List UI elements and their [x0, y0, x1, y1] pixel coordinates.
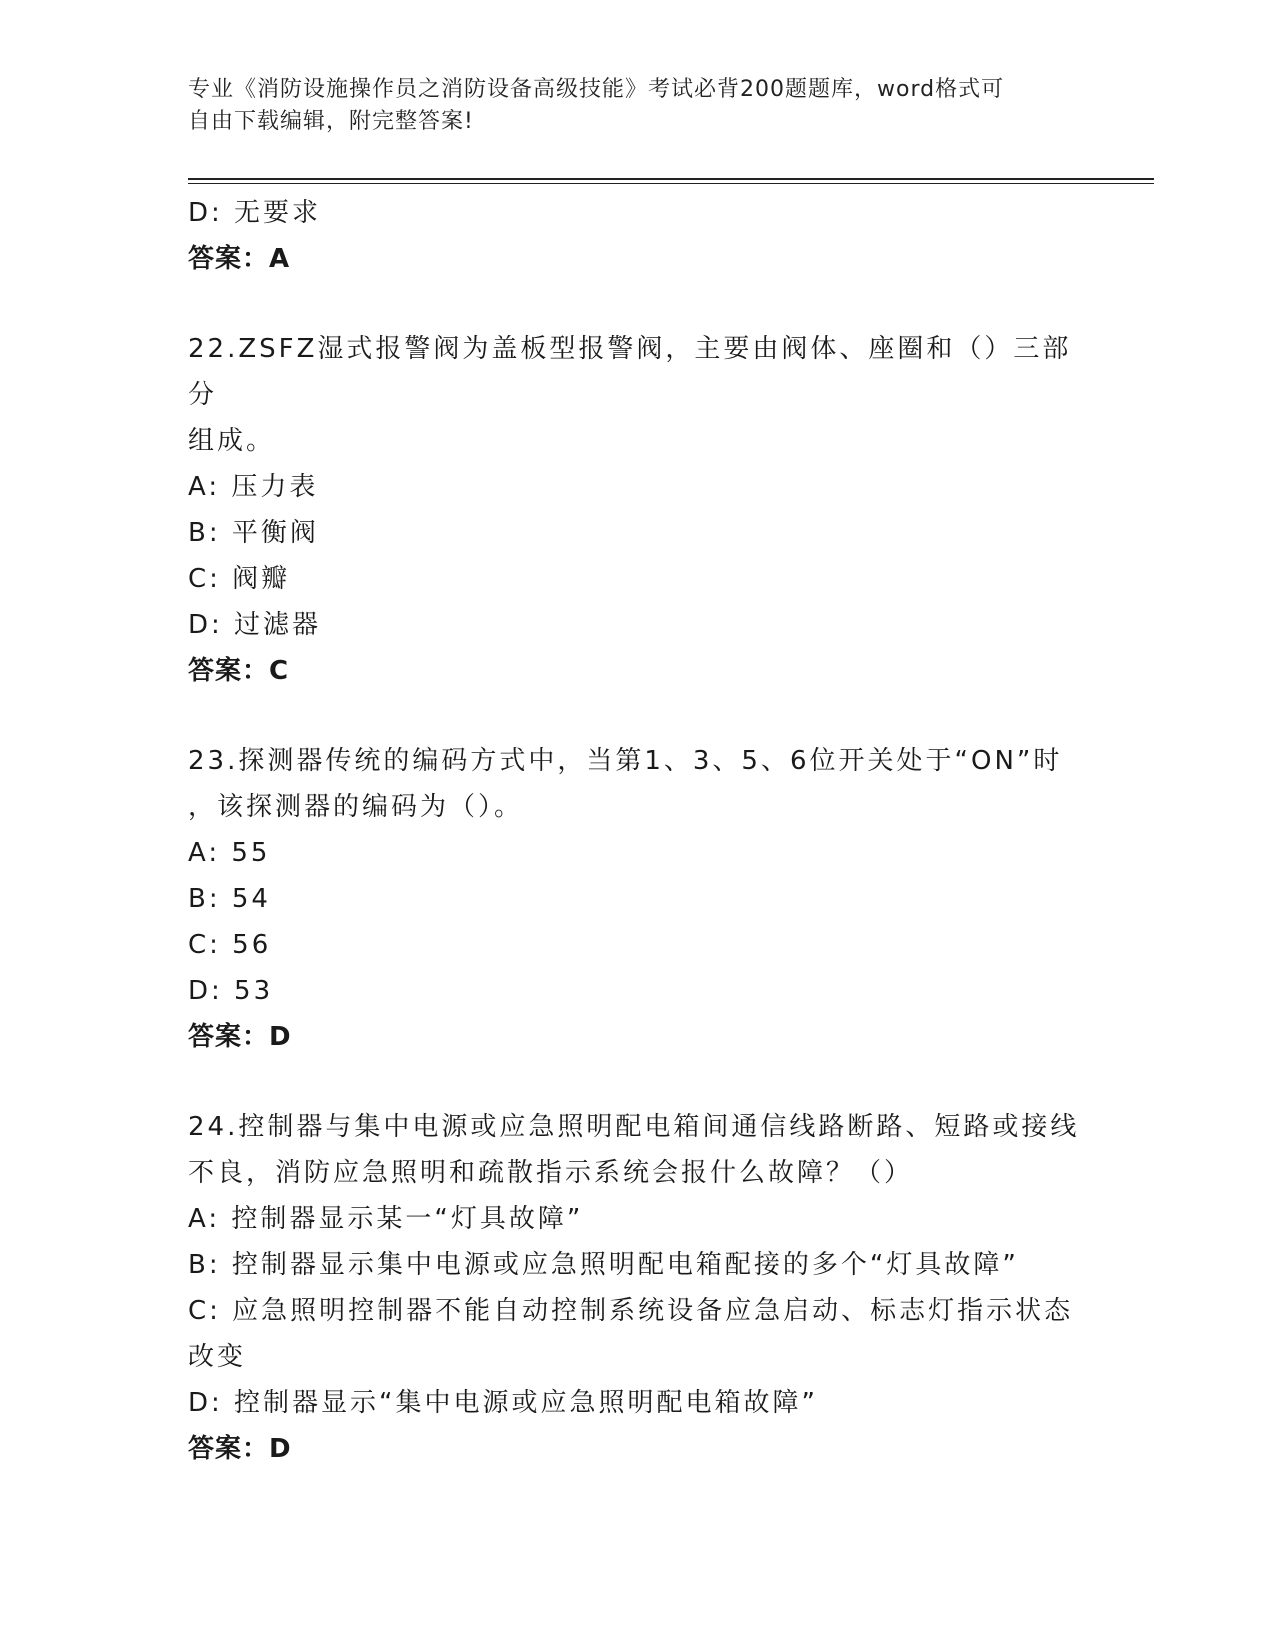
question-stem-continued: 不良，消防应急照明和疏散指示系统会报什么故障？（） [188, 1158, 914, 1188]
option-b: B: 54 [188, 884, 271, 914]
option-d: D: 无要求 [188, 198, 322, 228]
header-line-1: 专业《消防设施操作员之消防设备高级技能》考试必背200题题库，word格式可 [188, 77, 1005, 102]
header-rule-thin [188, 183, 1154, 184]
answer: 答案：C [188, 656, 290, 686]
option-d: D: 控制器显示“集中电源或应急照明配电箱故障” [188, 1388, 818, 1418]
option-b: B: 控制器显示集中电源或应急照明配电箱配接的多个“灯具故障” [188, 1250, 1019, 1280]
spacer [188, 282, 1088, 326]
question-stem: 23.探测器传统的编码方式中，当第1、3、5、6位开关处于“ON”时 [188, 746, 1063, 776]
answer: 答案：D [188, 1022, 292, 1052]
option-c: C: 应急照明控制器不能自动控制系统设备应急启动、标志灯指示状态 [188, 1296, 1074, 1326]
option-c-continued: 改变 [188, 1342, 247, 1372]
spacer [188, 1060, 1088, 1104]
question-stem: 24.控制器与集中电源或应急照明配电箱间通信线路断路、短路或接线 [188, 1112, 1080, 1142]
answer: 答案：A [188, 244, 291, 274]
question-stem-continued: ，该探测器的编码为（）。 [188, 792, 524, 822]
question-22 [188, 326, 1088, 694]
option-c: C: 56 [188, 930, 272, 960]
question-content [188, 190, 1088, 1472]
question-stem-continued: 组成。 [188, 426, 276, 456]
option-a: A: 控制器显示某一“灯具故障” [188, 1204, 584, 1234]
question-23 [188, 738, 1088, 1060]
option-a: A: 压力表 [188, 472, 319, 502]
continued-question [188, 190, 1088, 282]
option-d: D: 53 [188, 976, 274, 1006]
header-rule-thick [188, 178, 1154, 180]
document-header [188, 74, 1088, 138]
option-d: D: 过滤器 [188, 610, 322, 640]
option-b: B: 平衡阀 [188, 518, 319, 548]
header-line-2: 自由下载编辑，附完整答案! [188, 109, 474, 134]
question-24 [188, 1104, 1088, 1472]
option-c: C: 阀瓣 [188, 564, 291, 594]
question-stem: 22.ZSFZ湿式报警阀为盖板型报警阀，主要由阀体、座圈和（）三部分 [188, 334, 1072, 410]
option-a: A: 55 [188, 838, 271, 868]
answer: 答案：D [188, 1434, 292, 1464]
spacer [188, 694, 1088, 738]
